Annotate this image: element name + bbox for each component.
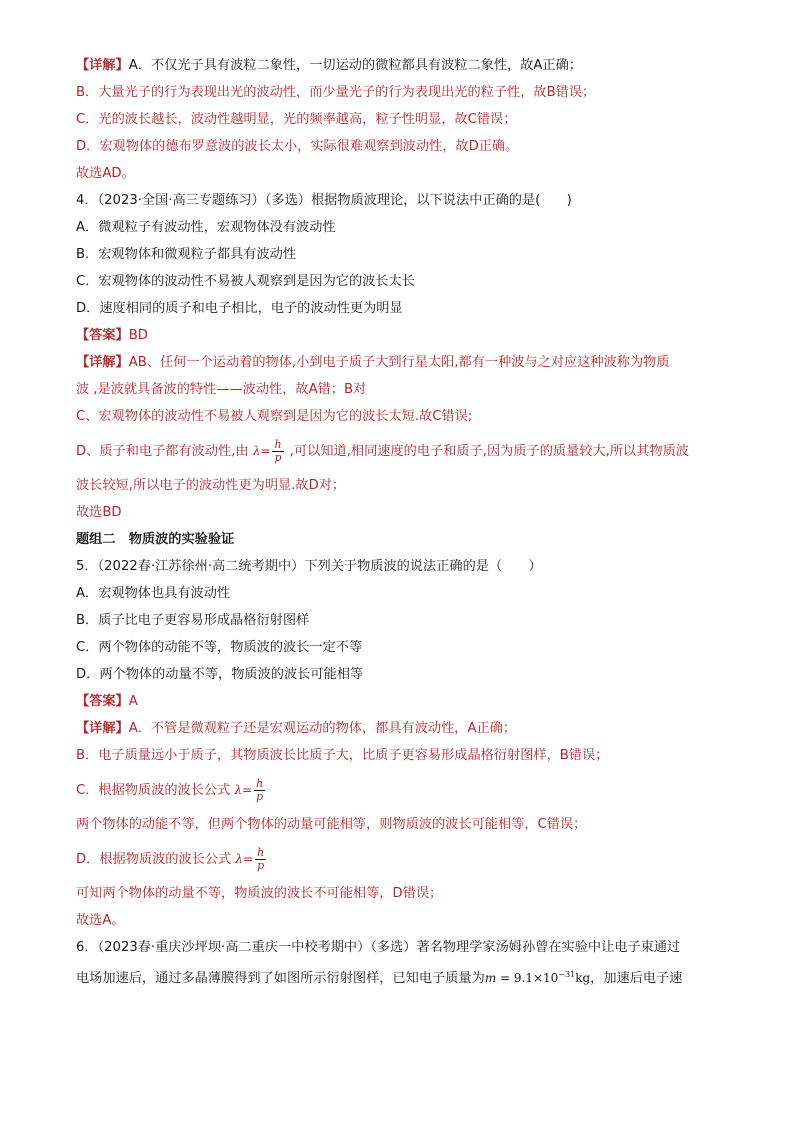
q5-option-b: B．质子比电子更容易形成晶格衍射图样 [76, 613, 310, 628]
q6-stem-2: 电场加速后，通过多晶薄膜得到了如图所示衍射图样，已知电子质量为$m = 9.1\times 10^{-31}kg$，加速后电子速 [76, 970, 683, 986]
q4-detail-ab-2: 波 ,是波就具备波的特性——波动性，故A错；B对 [76, 382, 367, 397]
wavelength-formula: λ= $\frac{h}{p}$ [234, 777, 264, 803]
answer-tag: 【答案】 [76, 694, 129, 709]
q4-detail-ab-1: 【详解】AB、任何一个运动着的物体,小到电子质子大到行星太阳,都有一种波与之对应这种波称为物质 [76, 355, 670, 370]
q5-conclusion: 故选A。 [76, 913, 125, 928]
q5-option-c: C．两个物体的动能不等，物质波的波长一定不等 [76, 640, 363, 655]
group-title: 题组二 物质波的实验验证 [76, 532, 235, 547]
q3-detail-a: 【详解】A．不仅光子具有波粒二象性，一切运动的微粒都具有波粒二象性，故A正确； [76, 58, 582, 73]
q4-option-a: A．微观粒子有波动性，宏观物体没有波动性 [76, 220, 336, 235]
q5-option-a: A．宏观物体也具有波动性 [76, 586, 231, 601]
q4-detail-c: C、宏观物体的波动性不易被人观察到是因为它的波长太短.故C错误; [76, 409, 473, 424]
q3-detail-b: B．大量光子的行为表现出光的波动性，而少量光子的行为表现出光的粒子性，故B错误； [76, 85, 596, 100]
q4-option-d: D．速度相同的质子和电子相比，电子的波动性更为明显 [76, 301, 403, 316]
detail-tag: 【详解】 [76, 355, 129, 370]
q3-detail-c: C．光的波长越长，波动性越明显，光的频率越高，粒子性明显，故C错误； [76, 112, 517, 127]
q4-answer: 【答案】BD [76, 328, 148, 343]
q5-detail-d: D．根据物质波的波长公式 λ= $\frac{h}{p}$ [76, 838, 736, 880]
q4-option-c: C．宏观物体的波动性不易被人观察到是因为它的波长太长 [76, 274, 415, 289]
q4-option-b: B．宏观物体和微观粒子都具有波动性 [76, 247, 297, 262]
document-page [76, 52, 736, 988]
q5-detail-a: 【详解】A．不管是微观粒子还是宏观运动的物体，都具有波动性，A正确； [76, 721, 517, 736]
detail-tag: 【详解】 [76, 721, 129, 736]
q5-detail-d-2: 可知两个物体的动量不等，物质波的波长不可能相等，D错误； [76, 886, 443, 901]
electron-mass: $m = 9.1\times 10^{-31}kg$ [484, 970, 591, 985]
answer-tag: 【答案】 [76, 328, 129, 343]
wavelength-formula: λ= $\frac{h}{p}$ [252, 438, 282, 464]
q5-answer: 【答案】A [76, 694, 138, 709]
detail-tag: 【详解】 [76, 58, 129, 73]
q5-stem: 5．（2022春·江苏徐州·高二统考期中）下列关于物质波的说法正确的是（ ） [76, 559, 542, 574]
q5-detail-c: C．根据物质波的波长公式 λ= $\frac{h}{p}$ [76, 769, 736, 811]
wavelength-formula: λ= $\frac{h}{p}$ [235, 846, 265, 872]
q5-detail-c-2: 两个物体的动能不等，但两个物体的动量可能相等，则物质波的波长可能相等，C错误； [76, 817, 587, 832]
q5-option-d: D．两个物体的动量不等，物质波的波长可能相等 [76, 667, 364, 682]
q6-stem-1: 6．（2023春·重庆沙坪坝·高二重庆一中校考期中）（多选）著名物理学家汤姆孙曾在实验中让电子束通过 [76, 940, 681, 955]
q5-detail-b: B．电子质量远小于质子，其物质波长比质子大，比质子更容易形成晶格衍射图样，B错误； [76, 748, 609, 763]
q4-detail-d-2: 波长较短,所以电子的波动性更为明显.故D对； [76, 478, 346, 493]
q3-conclusion: 故选AD。 [76, 166, 135, 181]
q3-detail-d: D．宏观物体的德布罗意波的波长太小，实际很难观察到波动性，故D正确。 [76, 139, 519, 154]
q4-detail-d: D、质子和电子都有波动性,由 λ= $\frac{h}{p}$ ,可以知道,相同速度的电子和质子,因为质子的质量较大,所以其物质波 [76, 438, 689, 464]
q4-conclusion: 故选BD [76, 505, 122, 520]
q4-stem: 4．（2023·全国·高三专题练习）（多选）根据物质波理论，以下说法中正确的是( ) [76, 193, 572, 208]
